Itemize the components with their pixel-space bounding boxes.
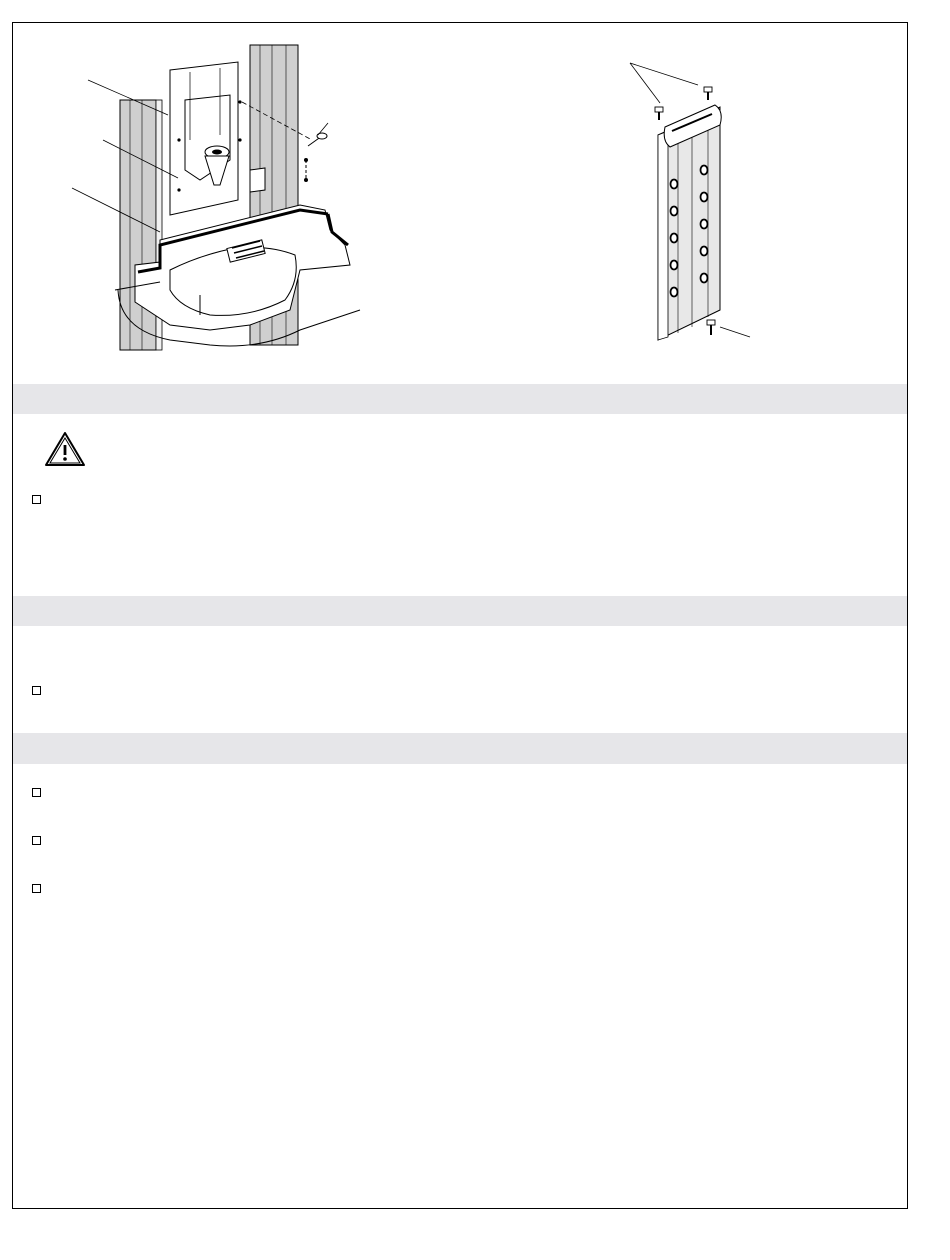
checklist-checkbox[interactable] [32, 686, 41, 695]
section-header-band-3 [13, 733, 907, 764]
rail-body [658, 105, 721, 340]
mounting-plate [170, 62, 242, 215]
checklist-checkbox[interactable] [32, 788, 41, 797]
section-header-band-1 [13, 384, 907, 414]
warning-triangle-icon [44, 431, 86, 467]
illustration-valve-installation [60, 40, 360, 370]
section-header-band-2 [13, 596, 907, 626]
checklist-checkbox[interactable] [32, 495, 41, 504]
spacer-block [250, 168, 265, 192]
illustration-rail-assembly [620, 55, 760, 355]
checklist-checkbox[interactable] [32, 836, 41, 845]
bottom-screw [707, 320, 715, 335]
checklist-checkbox[interactable] [32, 884, 41, 893]
